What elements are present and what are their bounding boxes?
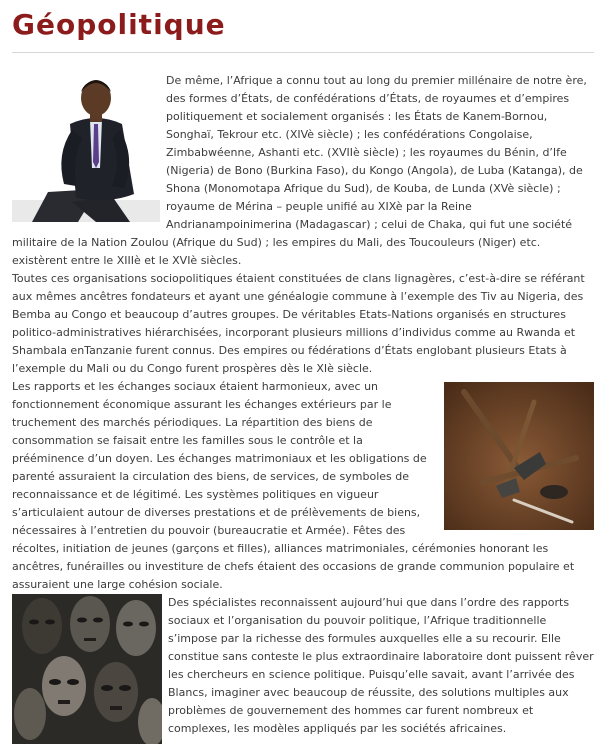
paragraph-1: De même, l’Afrique a connu tout au long du premier millénaire de notre ère, des formes d’États, de confédérations d’États, de royaumes et d’empires politiquement et socialement organisés : les États de Kanem-Bornou, Songhaï, Tekrour etc. (XIVè siècle) ; les confédérations Congolaise, Zimbabwéenne, Ashanti etc. (XVIIè siècle) ; les royaumes du Bénin, d’Ife (Nigeria) de Bono (Burkina Faso), du Kongo (Angola), de Luba (Katanga), de Shona (Monomotapa Afrique du Sud), de Kouba, de Lunda (XVè siècle) ; royaume de Mérina – peuple unifié au XIXè par la Reine Andrianampoinimerina (Madagascar) ; celui de Chaka, qui fut une société militaire de la Nation Zoulou (Afrique du Sud) ; les empires du Mali, des Toucouleurs (Niger) etc. existèrent entre le XIIIè et le XVIè siècles. xyxy=(12,74,587,267)
masks-image xyxy=(12,594,162,744)
tools-illustration xyxy=(444,382,594,530)
portrait-image xyxy=(12,72,160,222)
masks-illustration xyxy=(12,594,162,744)
paragraph-3: Les rapports et les échanges sociaux étaient harmonieux, avec un fonctionnement économique assurant les échanges extérieurs par le truchement des marchés périodiques. La répartition des biens de consommation se faisait entre les familles sous le contrôle et la prééminence d’un doyen. Les échanges matrimoniaux et les obligations de parenté assuraient la circulation des biens, de services, de symboles de reconnaissance et de légitimé. Les systèmes politiques en vigueur s’articulaient autour de diverses prestations et de prélèvements de biens, nécessaires à l’entretien du pouvoir (bureaucratie et Armée). Fêtes des récoltes, initiation de jeunes (garçons et filles), alliances matrimoniales, cérémonies honorant les ancêtres, funérailles ou investiture de chefs étaient des occasions de grande communion populaire et assuraient une large cohésion sociale. xyxy=(12,380,575,591)
paragraph-2: Toutes ces organisations sociopolitiques étaient constituées de clans lignagères, c’est-à-dire se référant aux mêmes ancêtres fondateurs et ayant une généalogie commune à l’exemple des Tiv au Nigeria, des Bemba au Congo et beaucoup d’autres groupes. De véritables Etats-Nations organisés en structures politico-administratives hiérarchisées, incorporant plusieurs millions d’individus comme au Rwanda et Shambala enTanzanie furent connus. Des empires ou fédérations d’États englobant plusieurs Etats à l’exemple du Mali ou du Congo furent prospères dès le XIè siècle. xyxy=(12,272,585,375)
page-title: Géopolitique xyxy=(12,8,226,41)
article-body xyxy=(12,72,594,744)
portrait-illustration xyxy=(12,72,160,222)
paragraph-4: Des spécialistes reconnaissent aujourd’hui que dans l’ordre des rapports sociaux et l’organisation du pouvoir politique, l’Afrique traditionnelle s’impose par la richesse des formules auxquelles elle a su recourir. Elle constitue sans conteste le plus extraordinaire laboratoire dont puissent rêver les chercheurs en science politique. Puisqu’elle savait, avant l’arrivée des Blancs, imaginer avec beaucoup de réussite, des solutions multiples aux problèmes de gouvernement des hommes car furent nombreux et complexes, les modèles appliqués par les sociétés africaines. xyxy=(168,596,594,735)
title-divider xyxy=(12,52,594,53)
tools-image xyxy=(444,382,594,530)
